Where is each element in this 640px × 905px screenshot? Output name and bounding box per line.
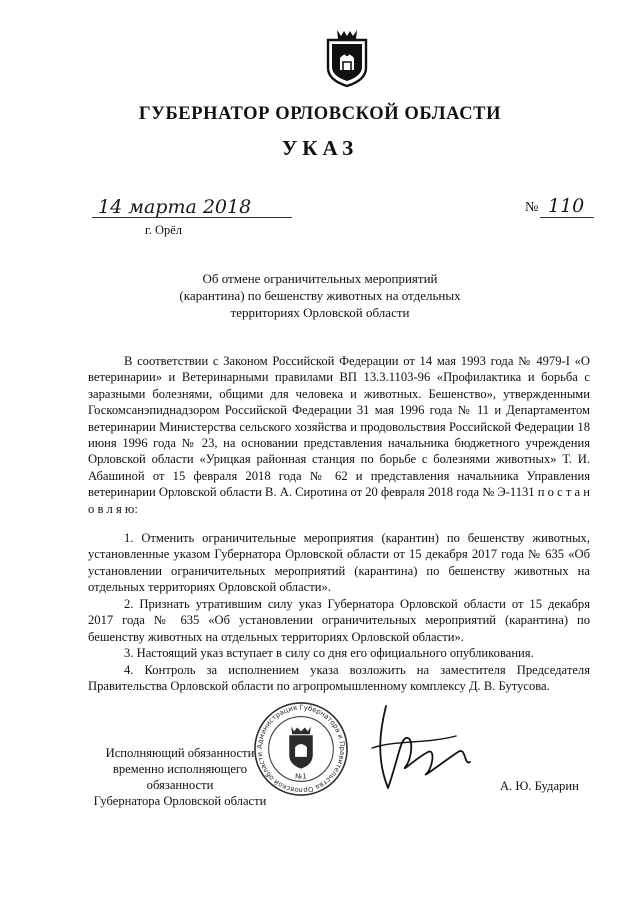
title-line: Об отмене ограничительных мероприятий	[202, 271, 438, 286]
position-line: Исполняющий обязанности	[105, 746, 255, 760]
city: г. Орёл	[145, 223, 183, 237]
signatory-name: А. Ю. Бударин	[500, 779, 579, 793]
document-type: УКАЗ	[281, 136, 359, 160]
position-line: Губернатора Орловской области	[93, 794, 267, 808]
title-line: (карантина) по бешенству животных на отдельных	[179, 288, 461, 303]
clause-1: 1. Отменить ограничительные мероприятия (карантин) по бешенству животных, установленные указом Губернатора Орловской области от 15 декабря 2017 года № 635 «Об установлении ограничительных мероприятий (карантина) по бешенству животных на отдельных территориях Орловской области».	[88, 531, 590, 595]
signatory-position	[80, 745, 280, 809]
handwritten-signature	[366, 700, 486, 796]
number-handwritten: 110	[548, 195, 585, 217]
decree-title	[160, 270, 480, 321]
seal-outer-text: Администрация Губернатора и Правительства Орловской области	[255, 703, 347, 795]
date-handwritten: 14 марта 2018	[98, 196, 252, 218]
coat-of-arms-icon	[323, 28, 371, 88]
number-label: №	[525, 200, 539, 215]
date-underline	[92, 217, 292, 218]
title-line: территориях Орловской области	[230, 305, 410, 320]
clause-4: 4. Контроль за исполнением указа возложить на заместителя Председателя Правительства Орловской области по агропромышленному комплексу Д. В. Бутусова.	[88, 663, 590, 694]
clause-3: 3. Настоящий указ вступает в силу со дня его официального опубликования.	[124, 646, 534, 660]
preamble-paragraph: В соответствии с Законом Российской Федерации от 14 мая 1993 года № 4979-I «О ветеринарии» и Ветеринарными правилами ВП 13.3.1103-96 «Профилактика и борьба с заразными болезнями, общими для человека и животных. Бешенство», утвержденными Госкомсанэпиднадзором Российской Федерации 31 мая 1996 года № 11 и Департаментом ветеринарии Министерства сельского хозяйства и продовольствия Российской Федерации 18 июня 1996 года № 23, на основании представления начальника бюджетного учреждения Орловской области «Урицкая районная станция по борьбе с болезнями животных» Т. И. Абашиной от 15 февраля 2018 года № 62 и представления начальника Управления ветеринарии Орловской области В. А. Сиротина от 20 февраля 2018 года № Э-1131 п о с т а н о в л я ю:	[88, 354, 590, 516]
official-seal	[252, 700, 350, 798]
issuing-authority: ГУБЕРНАТОР ОРЛОВСКОЙ ОБЛАСТИ	[138, 104, 502, 124]
number-underline	[540, 217, 594, 218]
position-line: временно исполняющего обязанности	[112, 762, 248, 792]
seal-number: №1	[295, 772, 307, 781]
clause-2: 2. Признать утратившим силу указ Губернатора Орловской области от 15 декабря 2017 года № 635 «Об установлении ограничительных мероприятий (карантина) по бешенству животных на отдельных территориях Орловской области».	[88, 597, 590, 644]
